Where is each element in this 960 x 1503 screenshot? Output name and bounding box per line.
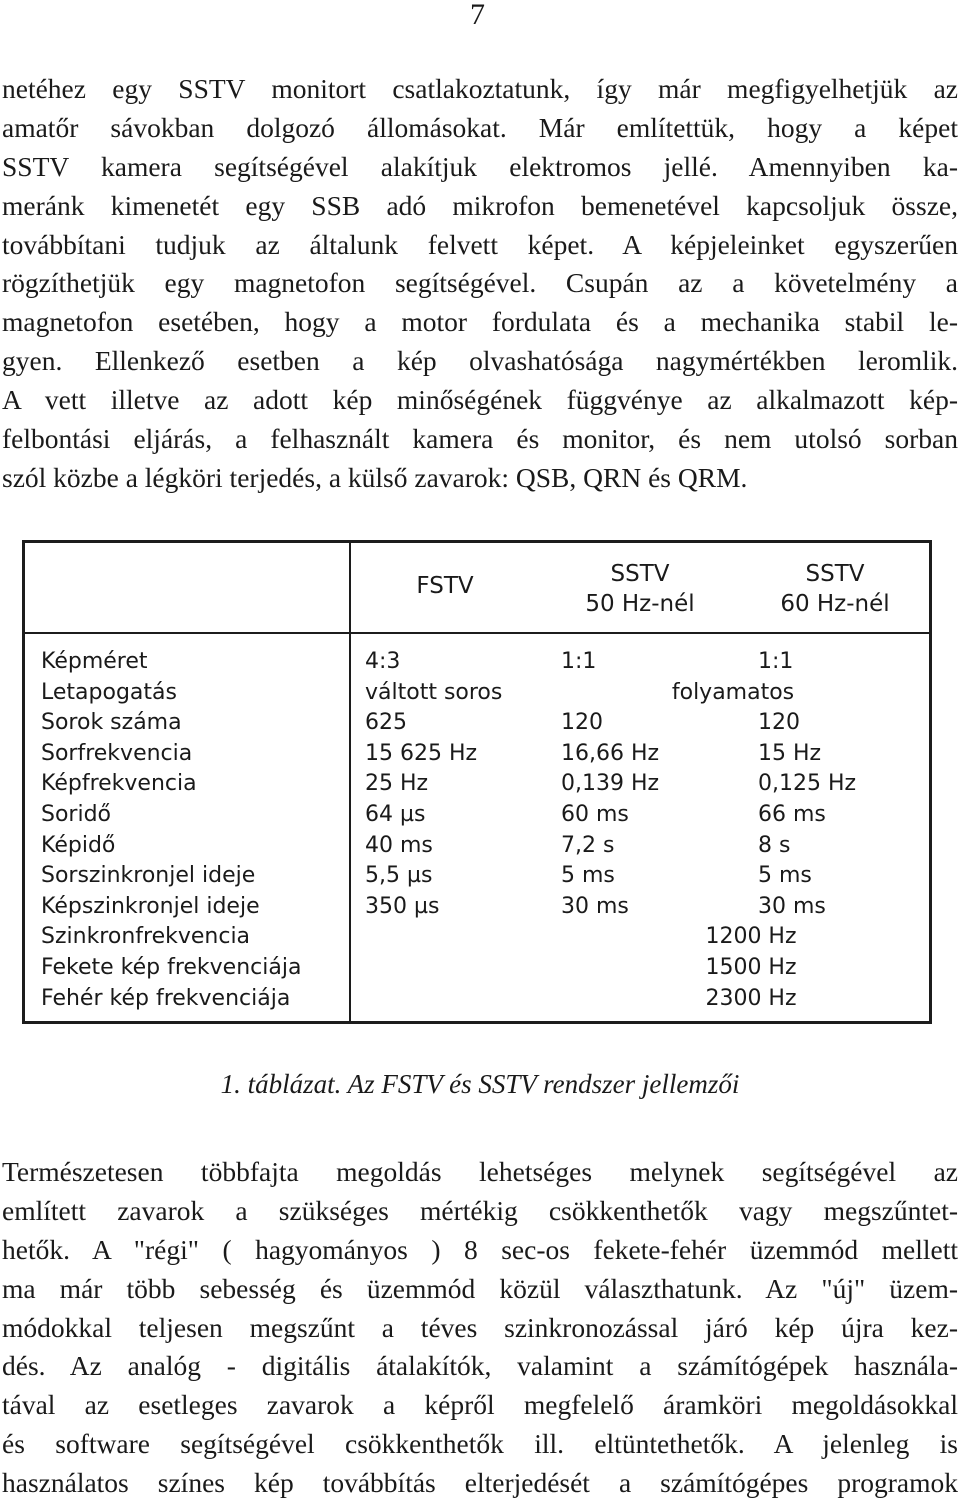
text-line: netéhez egy SSTV monitort csatlakoztatunk, így már megfigyelhetjük az xyxy=(2,73,958,104)
text-line: használatos színes kép továbbítás elterjedését a számítógépes programok xyxy=(2,1467,958,1499)
row-label: Soridő xyxy=(41,802,112,827)
cell-sstv-60hz: 0,125 Hz xyxy=(758,771,857,797)
cell-fstv: 5,5 µs xyxy=(365,863,433,889)
text-line: dés. Az analóg - digitális átalakítók, valamint a számítógépek használa- xyxy=(2,1350,958,1382)
cell-sstv-60hz: 66 ms xyxy=(758,802,826,827)
cell-sstv-50hz: 0,139 Hz xyxy=(561,771,660,797)
text-line: felbontási eljárás, a felhasznált kamera és monitor, és nem utolsó sorban xyxy=(2,423,958,455)
cell-sstv-60hz: 1:1 xyxy=(758,649,794,674)
page-number: 7 xyxy=(470,0,485,31)
text-line: rögzíthetjük egy magnetofon segítségével. Csupán az a követelmény a xyxy=(2,267,958,299)
text-line: magnetofon esetében, hogy a motor fordulata és a mechanika stabil le- xyxy=(2,306,958,338)
paragraph-intro xyxy=(2,70,958,498)
cell-sstv-50hz: 30 ms xyxy=(561,893,629,919)
comparison-table xyxy=(22,540,932,1024)
text-line: Természetesen többfajta megoldás lehetséges melynek segítségével az xyxy=(2,1156,958,1187)
header-sstv-60hz: SSTV 60 Hz-nél xyxy=(780,561,890,617)
row-label: Letapogatás xyxy=(41,679,177,705)
cell-sstv-60hz: 30 ms xyxy=(758,893,826,919)
text-line: hetők. A "régi" ( hagyományos ) 8 sec-os fekete-fehér üzemmód mellett xyxy=(2,1233,958,1265)
cell-fstv: 350 µs xyxy=(365,893,440,919)
text-line: továbbítani tudjuk az általunk felvett képet. A képjeleinket egyszerűen xyxy=(2,228,958,260)
cell-fstv: 64 µs xyxy=(365,802,426,827)
label-column-divider xyxy=(349,543,351,1021)
paragraph-body xyxy=(2,1153,958,1503)
row-label: Szinkronfrekvencia xyxy=(41,924,251,950)
cell-fstv: 40 ms xyxy=(365,832,433,858)
cell-sstv-50hz: 7,2 s xyxy=(561,832,615,858)
row-label: Képfrekvencia xyxy=(41,771,197,797)
cell-sstv-60hz: 5 ms xyxy=(758,863,812,889)
cell-sstv-frequency: 1500 Hz xyxy=(705,955,797,980)
cell-sstv-50hz: 16,66 Hz xyxy=(561,740,660,766)
cell-sstv-shared: folyamatos xyxy=(671,679,795,705)
cell-sstv-frequency: 2300 Hz xyxy=(705,985,797,1011)
text-line: szól közbe a légköri terjedés, a külső zavarok: QSB, QRN és QRM. xyxy=(2,461,748,493)
cell-sstv-50hz: 5 ms xyxy=(561,863,615,889)
text-line: meránk kimenetét egy SSB adó mikrofon bemenetével kapcsoljuk össze, xyxy=(2,189,958,221)
cell-fstv: 25 Hz xyxy=(365,771,429,797)
text-line: tával az esetleges zavarok a képről megfelelő áramköri megoldásokkal xyxy=(2,1389,958,1421)
row-label: Sorfrekvencia xyxy=(41,740,193,766)
row-label: Képidő xyxy=(41,832,116,858)
row-label: Fehér kép frekvenciája xyxy=(41,985,291,1011)
text-line: említett zavarok a szükséges mértékig csökkenthetők vagy megszűntet- xyxy=(2,1194,958,1226)
text-line: ma már több sebesség és üzemmód közül választhatunk. Az "új" üzem- xyxy=(2,1272,958,1304)
header-sstv-50hz: SSTV 50 Hz-nél xyxy=(585,561,695,617)
table-caption: 1. táblázat. Az FSTV és SSTV rendszer jellemzői xyxy=(220,1069,740,1099)
cell-fstv: 625 xyxy=(365,710,407,736)
text-line: és software segítségével csökkenthetők ill. eltüntethetők. A jelenleg is xyxy=(2,1428,958,1460)
cell-sstv-60hz: 120 xyxy=(758,710,800,736)
cell-fstv: 4:3 xyxy=(365,649,401,674)
row-label: Képméret xyxy=(41,649,148,674)
text-line: SSTV kamera segítségével alakítjuk elektromos jellé. Amennyiben ka- xyxy=(2,150,958,182)
row-label: Sorszinkronjel ideje xyxy=(41,863,256,889)
cell-sstv-50hz: 60 ms xyxy=(561,802,629,827)
row-label: Képszinkronjel ideje xyxy=(41,893,260,919)
cell-sstv-60hz: 8 s xyxy=(758,832,791,858)
header-divider xyxy=(25,632,929,634)
cell-sstv-50hz: 1:1 xyxy=(561,649,597,674)
cell-fstv: 15 625 Hz xyxy=(365,740,478,766)
row-label: Fekete kép frekvenciája xyxy=(41,955,302,980)
cell-fstv: váltott soros xyxy=(365,679,503,705)
cell-sstv-50hz: 120 xyxy=(561,710,603,736)
header-fstv: FSTV xyxy=(416,573,474,599)
text-line: gyen. Ellenkező esetben a kép olvashatósága nagymértékben leromlik. xyxy=(2,345,958,377)
row-label: Sorok száma xyxy=(41,710,182,736)
text-line: amatőr sávokban dolgozó állomásokat. Már említettük, hogy a képet xyxy=(2,111,958,143)
text-line: módokkal teljesen megszűnt a téves szinkronozással járó kép újra kez- xyxy=(2,1311,958,1343)
cell-sstv-60hz: 15 Hz xyxy=(758,740,822,766)
text-line: A vett illetve az adott kép minőségének függvénye az alkalmazott kép- xyxy=(2,384,958,416)
cell-sstv-frequency: 1200 Hz xyxy=(705,924,797,950)
